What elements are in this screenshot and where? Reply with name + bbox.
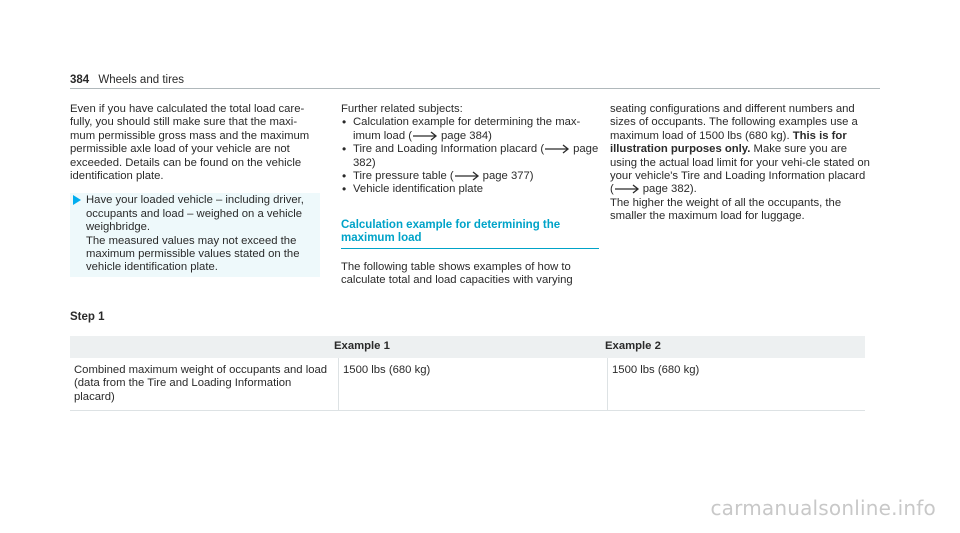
related-subjects-list <box>341 116 599 196</box>
list-item-text: Vehicle identification plate <box>353 183 484 196</box>
table-header <box>70 336 865 358</box>
list-item[interactable] <box>341 143 599 170</box>
right-arrow-icon <box>545 144 571 154</box>
table-row <box>70 358 865 411</box>
example-2-value: 1500 lbs (680 kg) <box>608 358 866 411</box>
example-1-value: 1500 lbs (680 kg) <box>339 358 608 411</box>
list-item-text: ) <box>529 170 534 183</box>
header-example-2: Example 2 <box>605 340 661 353</box>
action-step <box>70 193 320 276</box>
action-text: Have your loaded vehicle – including driver, occupants and load – weighed on a vehicle weighbridge. <box>86 194 304 234</box>
paragraph-text: ). <box>689 183 697 196</box>
watermark: carmanualsonline.info <box>710 496 936 520</box>
section-body: The following table shows examples of how to calculate total and load capacities with varying <box>341 261 573 287</box>
list-item-text: Tire pressure table ( <box>353 170 454 183</box>
section-name: Wheels and tires <box>98 74 185 86</box>
column-2 <box>341 103 599 288</box>
header-example-1: Example 1 <box>334 340 390 353</box>
triangle-arrow-icon <box>73 195 81 205</box>
section-heading: Calculation example for determining the maximum load <box>341 218 561 245</box>
example-paragraph <box>610 103 872 197</box>
list-item-text: Tire and Loading Information placard ( <box>353 143 545 156</box>
occupant-weight-paragraph: The higher the weight of all the occupants, the smaller the maximum load for luggage. <box>610 196 842 223</box>
right-arrow-icon <box>615 184 641 194</box>
paragraph-text: seating configurations and different numbers and sizes of occupants. The following examples use a maximum load of 1500 lbs (680 kg). <box>610 103 858 142</box>
list-item-text: Calculation example for determining the max-imum load ( <box>353 116 581 142</box>
column-3 <box>610 103 872 224</box>
page-reference[interactable]: page 382 <box>353 143 599 169</box>
page-reference[interactable]: page 377 <box>482 170 530 183</box>
page-reference[interactable]: page 382 <box>642 183 690 196</box>
list-item[interactable] <box>341 183 599 196</box>
list-item[interactable] <box>341 170 599 183</box>
header-divider <box>70 88 880 89</box>
column-1 <box>70 103 320 277</box>
table-header-row <box>70 336 865 358</box>
list-item[interactable] <box>341 116 599 143</box>
right-arrow-icon <box>413 131 439 141</box>
further-subjects-label: Further related subjects: <box>341 103 463 115</box>
emphasis-text: This is for illustration purposes only. <box>610 129 847 156</box>
section-divider <box>341 248 599 249</box>
step-heading: Step 1 <box>70 311 105 323</box>
right-arrow-icon <box>455 171 481 181</box>
list-item-text: ) <box>371 156 376 169</box>
intro-paragraph: Even if you have calculated the total load care-fully, you should still make sure that the maxi-mum permissible gross mass and the maximum permissible axle load of your vehicle are not exceeded. Details can be found on the vehicle identification plate. <box>70 103 310 183</box>
list-item-text: ) <box>488 129 492 142</box>
page-reference[interactable]: page 384 <box>441 129 489 142</box>
page-header <box>70 74 184 87</box>
page-number: 384 <box>70 74 90 86</box>
action-note: The measured values may not exceed the maximum permissible values stated on the vehicle identification plate. <box>86 234 300 274</box>
paragraph-text: Make sure you are using the actual load limit for your vehi-cle stated on your vehicle's Tire and Loading Information placard ( <box>610 143 870 196</box>
load-example-table <box>70 336 865 411</box>
row-label: Combined maximum weight of occupants and load (data from the Tire and Loading Information placard) <box>70 358 339 411</box>
